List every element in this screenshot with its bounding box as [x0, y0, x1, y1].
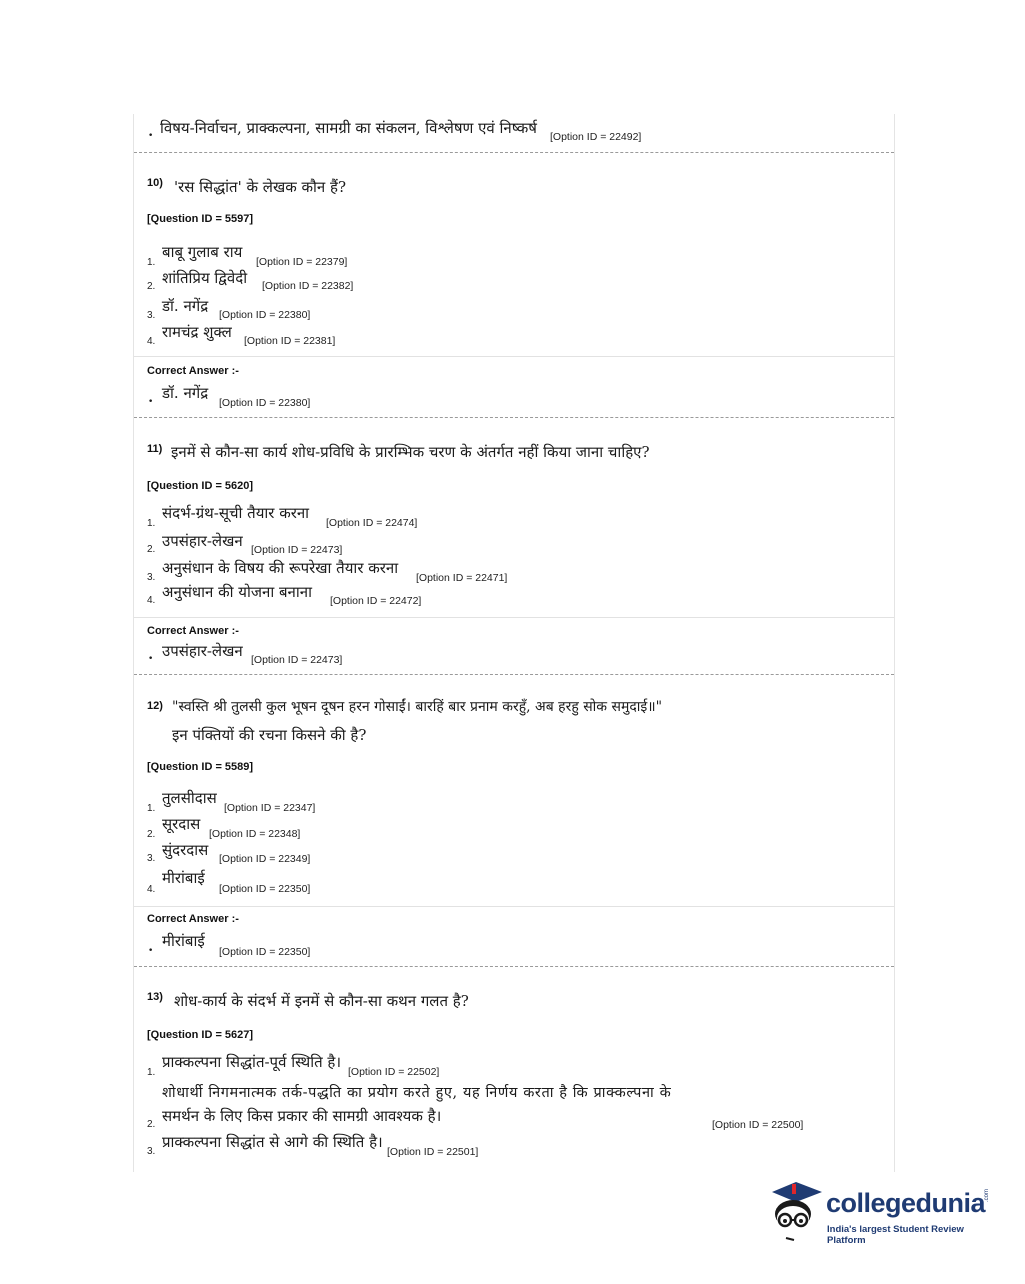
option-text: डॉ. नगेंद्र	[162, 297, 209, 315]
option-text: अनुसंधान के विषय की रूपरेखा तैयार करना	[162, 559, 399, 577]
question-text: 'रस सिद्धांत' के लेखक कौन हैं?	[174, 178, 347, 196]
option-text: सुंदरदास	[162, 841, 209, 859]
option-text-line2: समर्थन के लिए किस प्रकार की सामग्री आवश्यक है।	[162, 1107, 442, 1125]
option-text: संदर्भ-ग्रंथ-सूची तैयार करना	[162, 504, 310, 522]
option-number: 1.	[147, 803, 156, 814]
question-text-line1: "स्वस्ति श्री तुलसी कुल भूषन दूषन हरन गोसाईं। बारहिं बार प्रनाम करहुँ, अब हरहु सोक समुदाई॥"	[172, 699, 663, 715]
correct-answer-label: Correct Answer :-	[147, 913, 239, 925]
question-divider	[134, 674, 894, 675]
question-number: 10)	[147, 177, 163, 189]
option-id: [Option ID = 22502]	[348, 1066, 440, 1078]
question-number: 13)	[147, 991, 163, 1003]
option-text: अनुसंधान की योजना बनाना	[162, 583, 312, 601]
option-text: बाबू गुलाब राय	[162, 243, 243, 261]
option-number: 2.	[147, 829, 156, 840]
question-id: [Question ID = 5627]	[147, 1029, 254, 1041]
question-text-line2: इन पंक्तियों की रचना किसने की है?	[172, 726, 367, 744]
question-divider	[134, 152, 894, 153]
question-number: 12)	[147, 700, 163, 712]
option-id: [Option ID = 22473]	[251, 544, 343, 556]
option-text-line1: शोधार्थी निगमनात्मक तर्क-पद्धति का प्रयोग करते हुए, यह निर्णय करता है कि प्राक्कल्पना के	[162, 1085, 672, 1101]
question-divider	[134, 966, 894, 967]
option-text: प्राक्कल्पना सिद्धांत से आगे की स्थिति है।	[162, 1133, 383, 1151]
option-id: [Option ID = 22350]	[219, 883, 311, 895]
option-number: 3.	[147, 572, 156, 583]
question-id: [Question ID = 5589]	[147, 761, 254, 773]
option-number: 2.	[147, 281, 156, 292]
logo-wordmark: collegedunia	[826, 1188, 986, 1218]
answer-separator	[134, 356, 894, 357]
collegedunia-logo	[766, 1178, 996, 1248]
option-number: 2.	[147, 1119, 156, 1130]
correct-answer-text: मीरांबाई	[162, 932, 205, 950]
answer-separator	[134, 906, 894, 907]
option-number: 1.	[147, 1067, 156, 1078]
correct-answer-text: डॉ. नगेंद्र	[162, 384, 209, 402]
option-id: [Option ID = 22500]	[712, 1119, 804, 1131]
option-number: 4.	[147, 336, 156, 347]
option-number: 3.	[147, 310, 156, 321]
option-id: [Option ID = 22380]	[219, 309, 311, 321]
option-text: उपसंहार-लेखन	[162, 532, 243, 550]
option-number: 3.	[147, 1146, 156, 1157]
logo-com: .com	[984, 1188, 990, 1202]
option-id: [Option ID = 22382]	[262, 280, 354, 292]
correct-answer-text: उपसंहार-लेखन	[162, 642, 243, 660]
logo-tagline: India's largest Student Review Platform	[827, 1224, 964, 1246]
option-id: [Option ID = 22472]	[330, 595, 422, 607]
option-id: [Option ID = 22379]	[256, 256, 348, 268]
question-text: इनमें से कौन-सा कार्य शोध-प्रविधि के प्रारम्भिक चरण के अंतर्गत नहीं किया जाना चाहिए?	[171, 443, 650, 461]
option-number: 4.	[147, 595, 156, 606]
option-id: [Option ID = 22501]	[387, 1146, 479, 1158]
bullet: •	[148, 131, 154, 141]
bullet: •	[148, 397, 154, 407]
option-text: प्राक्कल्पना सिद्धांत-पूर्व स्थिति है।	[162, 1053, 342, 1071]
question-number: 11)	[147, 443, 163, 455]
option-number: 2.	[147, 544, 156, 555]
option-id: [Option ID = 22349]	[219, 853, 311, 865]
option-number: 1.	[147, 257, 156, 268]
question-paper-page	[133, 114, 895, 1172]
mascot-icon	[766, 1178, 826, 1248]
bullet: •	[148, 946, 154, 956]
option-text: मीरांबाई	[162, 869, 205, 887]
option-number: 1.	[147, 518, 156, 529]
option-number: 4.	[147, 884, 156, 895]
correct-answer-id: [Option ID = 22350]	[219, 946, 311, 958]
option-id: [Option ID = 22381]	[244, 335, 336, 347]
option-id: [Option ID = 22348]	[209, 828, 301, 840]
correct-answer-id: [Option ID = 22380]	[219, 397, 311, 409]
top-option-text: विषय-निर्वाचन, प्राक्कल्पना, सामग्री का संकलन, विश्लेषण एवं निष्कर्ष	[160, 119, 537, 137]
question-text: शोध-कार्य के संदर्भ में इनमें से कौन-सा कथन गलत है?	[174, 992, 469, 1010]
top-option-id: [Option ID = 22492]	[550, 131, 642, 143]
question-divider	[134, 417, 894, 418]
option-text: सूरदास	[162, 815, 201, 833]
option-text: रामचंद्र शुक्ल	[162, 323, 232, 341]
option-id: [Option ID = 22471]	[416, 572, 508, 584]
correct-answer-id: [Option ID = 22473]	[251, 654, 343, 666]
option-text: शांतिप्रिय द्विवेदी	[162, 269, 248, 287]
option-id: [Option ID = 22474]	[326, 517, 418, 529]
bullet: •	[148, 654, 154, 664]
answer-separator	[134, 617, 894, 618]
correct-answer-label: Correct Answer :-	[147, 365, 239, 377]
option-number: 3.	[147, 853, 156, 864]
option-text: तुलसीदास	[162, 789, 217, 807]
question-id: [Question ID = 5597]	[147, 213, 254, 225]
correct-answer-label: Correct Answer :-	[147, 625, 239, 637]
question-id: [Question ID = 5620]	[147, 480, 254, 492]
option-id: [Option ID = 22347]	[224, 802, 316, 814]
